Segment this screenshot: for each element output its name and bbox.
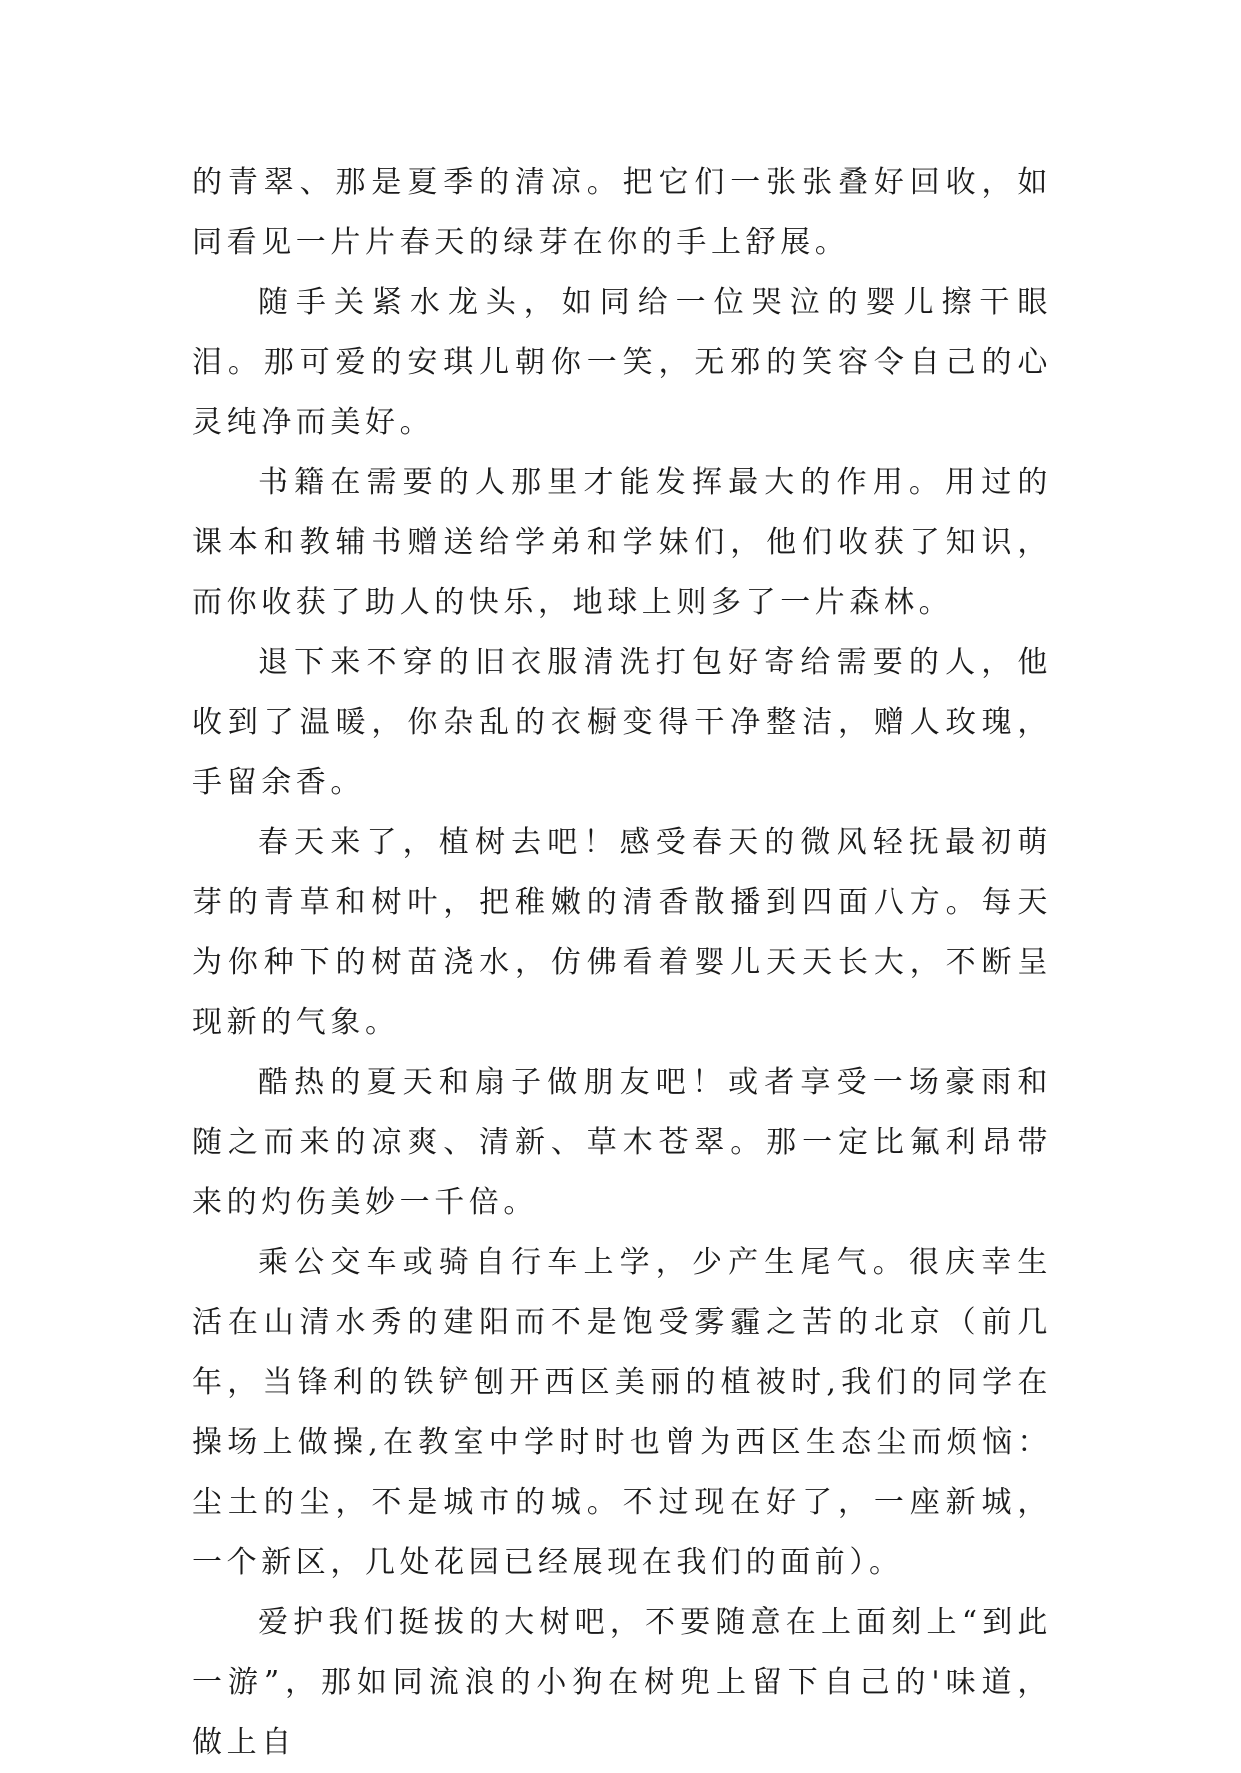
paragraph-faucet: 随手关紧水龙头，如同给一位哭泣的婴儿擦干眼泪。那可爱的安琪儿朝你一笑，无邪的笑容令自己的心灵纯净而美好。	[192, 285, 1052, 440]
document-body	[192, 153, 1052, 1773]
paragraph-summer-fan: 酷热的夏天和扇子做朋友吧！或者享受一场豪雨和随之而来的凉爽、清新、草木苍翠。那一定比氟利昂带来的灼伤美妙一千倍。	[192, 1065, 1052, 1220]
paragraph-clothes: 退下来不穿的旧衣服清洗打包好寄给需要的人，他收到了温暖，你杂乱的衣橱变得干净整洁，赠人玫瑰，手留余香。	[192, 645, 1052, 800]
paragraph-protect-trees: 爱护我们挺拔的大树吧，不要随意在上面刻上“到此一游”，那如同流浪的小狗在树兜上留下自己的'味道，做上自	[192, 1605, 1052, 1760]
paragraph-commute: 乘公交车或骑自行车上学，少产生尾气。很庆幸生活在山清水秀的建阳而不是饱受雾霾之苦的北京（前几年，当锋利的铁铲刨开西区美丽的植被时,我们的同学在操场上做操,在教室中学时时也曾为西区生态尘而烦恼：尘土的尘，不是城市的城。不过现在好了，一座新城，一个新区，几处花园已经展现在我们的面前）。	[192, 1245, 1052, 1580]
paragraph-tree-planting: 春天来了，植树去吧！感受春天的微风轻抚最初萌芽的青草和树叶，把稚嫩的清香散播到四面八方。每天为你种下的树苗浇水，仿佛看着婴儿天天长大，不断呈现新的气象。	[192, 825, 1052, 1040]
paragraph-continuation: 的青翠、那是夏季的清凉。把它们一张张叠好回收，如同看见一片片春天的绿芽在你的手上舒展。	[192, 165, 1052, 260]
paragraph-books: 书籍在需要的人那里才能发挥最大的作用。用过的课本和教辅书赠送给学弟和学妹们，他们收获了知识，而你收获了助人的快乐，地球上则多了一片森林。	[192, 465, 1052, 620]
